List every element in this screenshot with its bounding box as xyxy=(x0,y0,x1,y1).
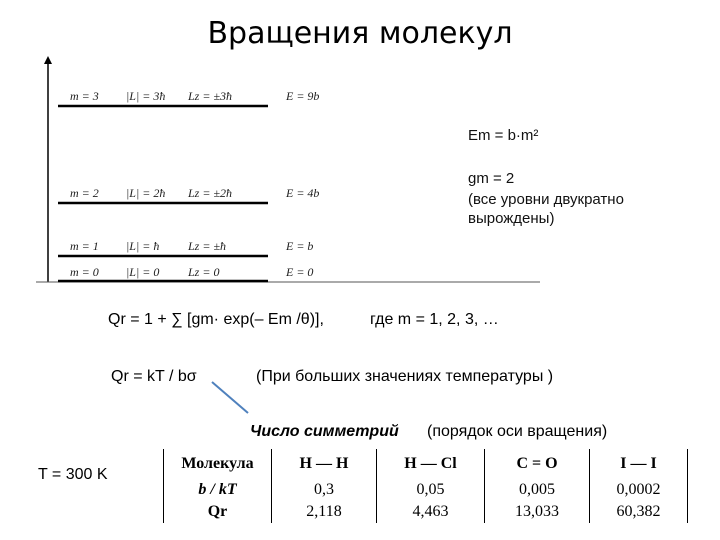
level-m1-quantum: m = 1 xyxy=(70,239,99,253)
table-header-cell: Молекула xyxy=(164,449,272,479)
level-m2-energy: E = 4b xyxy=(286,186,320,200)
symmetry-number-note: (порядок оси вращения) xyxy=(427,423,608,440)
degeneracy-note-line2: вырождены) xyxy=(468,210,555,227)
table-header-cell: C = O xyxy=(485,449,590,479)
page-title: Вращения молекул xyxy=(207,16,513,51)
table-cell: 2,118 xyxy=(272,501,377,523)
table-cell: b / kT xyxy=(164,479,272,501)
level-m0-projection: Lz = 0 xyxy=(188,265,220,279)
table-header-cell: I — I xyxy=(590,449,688,479)
table-row xyxy=(164,479,688,501)
high-temperature-note: (При больших значениях температуры ) xyxy=(256,368,554,385)
summation-range: где m = 1, 2, 3, … xyxy=(370,311,499,328)
level-m0-energy: E = 0 xyxy=(286,265,314,279)
level-m3-quantum: m = 3 xyxy=(70,89,99,103)
table-header-row xyxy=(164,449,688,479)
level-m2-projection: Lz = ±2ħ xyxy=(188,186,233,200)
symmetry-number-label: Число симметрий xyxy=(250,423,399,440)
axis-arrow xyxy=(44,56,52,64)
energy-formula: Em = b·m² xyxy=(468,127,539,144)
level-m0-momentum: |L| = 0 xyxy=(126,265,160,279)
level-m2-momentum: |L| = 2ħ xyxy=(126,186,166,200)
partition-high-t-formula: Qr = kT / bσ xyxy=(111,368,197,385)
table-cell: Qr xyxy=(164,501,272,523)
level-m1-energy: E = b xyxy=(286,239,314,253)
level-m3-energy: E = 9b xyxy=(286,89,320,103)
degeneracy-value: gm = 2 xyxy=(468,170,515,187)
degeneracy-note-line1: (все уровни двукратно xyxy=(468,191,624,208)
symmetry-pointer-line xyxy=(212,382,248,413)
table-cell: 4,463 xyxy=(377,501,485,523)
table-header-cell: H — Cl xyxy=(377,449,485,479)
level-m1-momentum: |L| = ħ xyxy=(126,239,160,253)
level-m3-projection: Lz = ±3ħ xyxy=(188,89,233,103)
table-cell: 0,3 xyxy=(272,479,377,501)
table-cell: 60,382 xyxy=(590,501,688,523)
level-m3-momentum: |L| = 3ħ xyxy=(126,89,166,103)
table-row xyxy=(164,501,688,523)
rotational-data-table xyxy=(163,449,688,523)
table-cell: 0,0002 xyxy=(590,479,688,501)
table-cell: 0,005 xyxy=(485,479,590,501)
level-m1-projection: Lz = ±ħ xyxy=(188,239,227,253)
table-header-cell: H — H xyxy=(272,449,377,479)
level-m2-quantum: m = 2 xyxy=(70,186,99,200)
table-cell: 13,033 xyxy=(485,501,590,523)
partition-sum-formula: Qr = 1 + ∑ [gm· exp(– Em /θ)], xyxy=(108,311,324,328)
level-m0-quantum: m = 0 xyxy=(70,265,99,279)
table-cell: 0,05 xyxy=(377,479,485,501)
temperature-label: T = 300 K xyxy=(38,466,108,483)
